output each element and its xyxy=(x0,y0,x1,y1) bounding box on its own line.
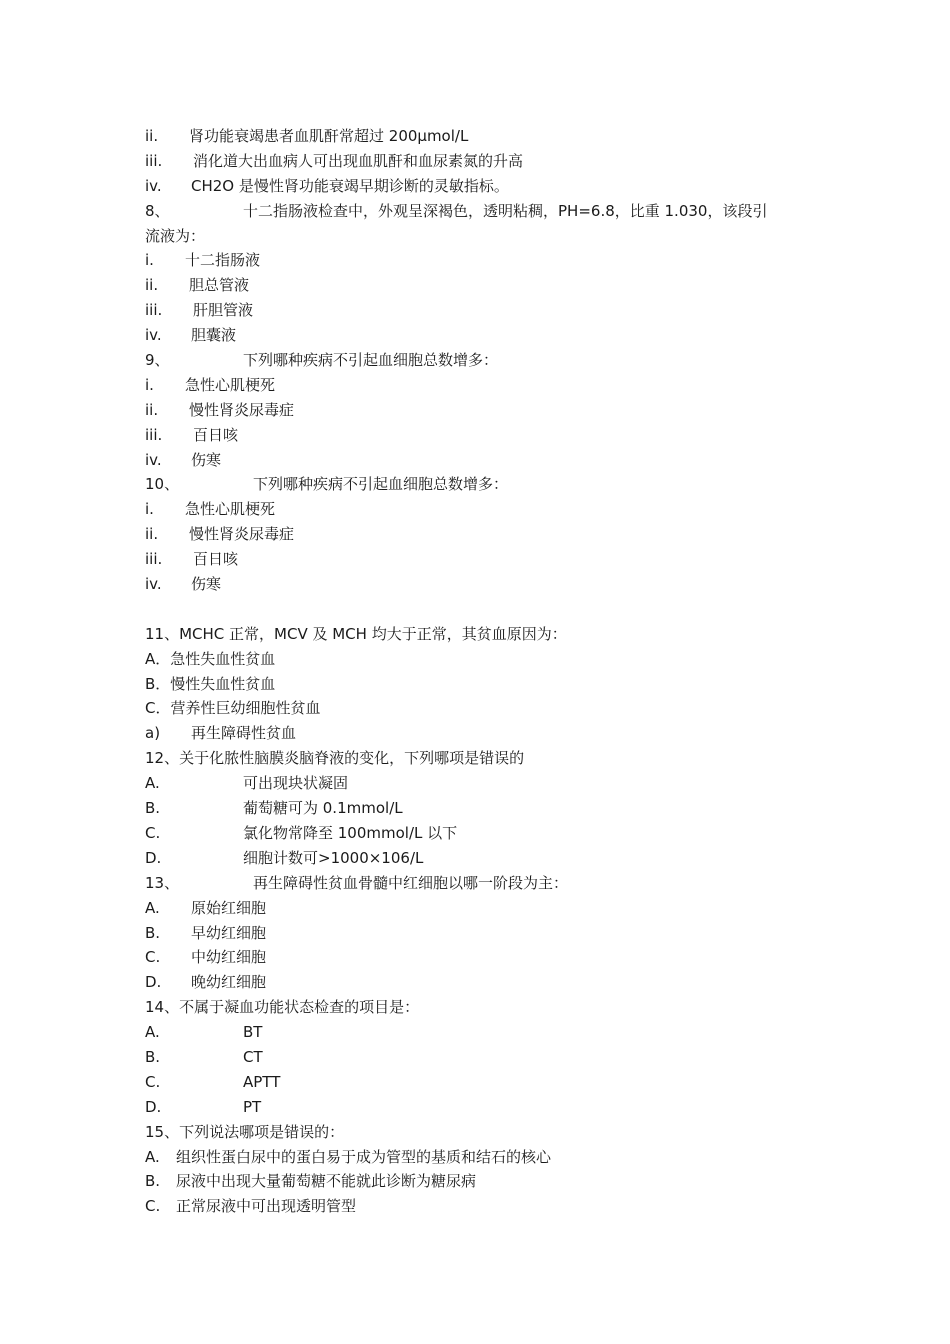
item-marker: i. xyxy=(145,500,154,519)
option-line xyxy=(145,124,825,149)
item-text: 流液为： xyxy=(145,226,206,245)
item-text: 肾功能衰竭患者血肌酐常超过 200μmol/L xyxy=(189,127,469,145)
option-line xyxy=(145,970,825,995)
option-line xyxy=(145,497,825,522)
item-marker: 10、 xyxy=(145,475,180,494)
item-text: B．慢性失血性贫血 xyxy=(145,674,276,693)
item-text: 慢性肾炎尿毒症 xyxy=(189,525,295,544)
text-line xyxy=(145,622,825,647)
item-text: A．急性失血性贫血 xyxy=(145,649,276,668)
option-line xyxy=(145,1145,825,1170)
item-marker: iii. xyxy=(145,425,163,444)
option-line xyxy=(145,796,825,821)
option-line xyxy=(145,273,825,298)
item-marker: iv. xyxy=(145,450,162,469)
item-text: PT xyxy=(243,1097,262,1116)
option-line xyxy=(145,398,825,423)
item-marker: A. xyxy=(145,898,160,917)
item-text: 十二指肠液检查中，外观呈深褐色，透明粘稠，PH=6.8，比重 1.030，该段引 xyxy=(243,201,768,220)
item-marker: 8、 xyxy=(145,201,170,220)
document-body xyxy=(145,124,825,1219)
item-text: 15、下列说法哪项是错误的： xyxy=(145,1122,345,1141)
text-line xyxy=(145,995,825,1020)
item-text: 慢性肾炎尿毒症 xyxy=(189,400,295,419)
item-marker: C. xyxy=(145,948,161,967)
item-marker: i. xyxy=(145,375,154,394)
option-line xyxy=(145,945,825,970)
item-text: 胆囊液 xyxy=(191,326,237,345)
item-text: 胆总管液 xyxy=(189,276,250,295)
text-line xyxy=(145,224,825,249)
item-text: APTT xyxy=(243,1072,281,1091)
option-line xyxy=(145,448,825,473)
option-line xyxy=(145,771,825,796)
item-text: 伤寒 xyxy=(191,575,222,594)
option-line xyxy=(145,149,825,174)
item-marker: A. xyxy=(145,774,160,793)
item-marker: iv. xyxy=(145,176,162,195)
item-text: 急性心肌梗死 xyxy=(185,500,276,519)
option-line xyxy=(145,821,825,846)
item-text: 细胞计数可>1000×106/L xyxy=(243,848,424,867)
item-text: 晚幼红细胞 xyxy=(191,973,267,992)
question-line xyxy=(145,348,825,373)
option-line xyxy=(145,1169,825,1194)
text-line xyxy=(145,1120,825,1145)
item-marker: iv. xyxy=(145,326,162,345)
item-marker: D. xyxy=(145,973,162,992)
item-text: 消化道大出血病人可出现血肌酐和血尿素氮的升高 xyxy=(193,151,524,170)
option-line xyxy=(145,323,825,348)
option-line xyxy=(145,423,825,448)
item-text: 组织性蛋白尿中的蛋白易于成为管型的基质和结石的核心 xyxy=(176,1147,552,1166)
item-marker: iv. xyxy=(145,575,162,594)
item-text: 伤寒 xyxy=(191,450,222,469)
item-marker: D. xyxy=(145,1097,162,1116)
item-marker: ii. xyxy=(145,525,159,544)
item-marker: iii. xyxy=(145,151,163,170)
text-line xyxy=(145,647,825,672)
item-marker: C. xyxy=(145,823,161,842)
item-marker: B. xyxy=(145,1172,161,1191)
item-text: 十二指肠液 xyxy=(185,251,261,270)
item-text: 肝胆管液 xyxy=(193,301,254,320)
item-text: 急性心肌梗死 xyxy=(185,375,276,394)
item-text: 下列哪种疾病不引起血细胞总数增多： xyxy=(253,475,509,494)
item-marker: ii. xyxy=(145,276,159,295)
option-line xyxy=(145,921,825,946)
item-text: 氯化物常降至 100mmol/L 以下 xyxy=(243,823,458,842)
option-line xyxy=(145,373,825,398)
blank-line xyxy=(145,597,825,622)
option-line xyxy=(145,174,825,199)
item-text: 早幼红细胞 xyxy=(191,923,267,942)
text-line xyxy=(145,672,825,697)
item-marker: C. xyxy=(145,1197,161,1216)
item-marker: ii. xyxy=(145,400,159,419)
item-text: 12、关于化脓性脑膜炎脑脊液的变化，下列哪项是错误的 xyxy=(145,749,525,768)
option-line xyxy=(145,572,825,597)
item-text: 下列哪种疾病不引起血细胞总数增多： xyxy=(243,351,499,370)
option-line xyxy=(145,846,825,871)
option-line xyxy=(145,547,825,572)
item-marker: B. xyxy=(145,923,161,942)
item-text: 再生障碍性贫血 xyxy=(191,724,297,743)
item-marker: C. xyxy=(145,1072,161,1091)
item-text: CH2O 是慢性肾功能衰竭早期诊断的灵敏指标。 xyxy=(191,176,509,195)
text-line xyxy=(145,746,825,771)
option-line xyxy=(145,298,825,323)
option-line xyxy=(145,1020,825,1045)
item-marker: D. xyxy=(145,848,162,867)
item-text: 14、不属于凝血功能状态检查的项目是： xyxy=(145,998,420,1017)
item-text: CT xyxy=(243,1047,263,1066)
item-text: 再生障碍性贫血骨髓中红细胞以哪一阶段为主： xyxy=(253,873,569,892)
item-text: C．营养性巨幼细胞性贫血 xyxy=(145,699,321,718)
item-marker: 9、 xyxy=(145,351,170,370)
question-line xyxy=(145,472,825,497)
item-marker: i. xyxy=(145,251,154,270)
item-marker: 13、 xyxy=(145,873,180,892)
option-line xyxy=(145,1194,825,1219)
item-text: 葡萄糖可为 0.1mmol/L xyxy=(243,799,403,818)
item-text: 原始红细胞 xyxy=(191,898,267,917)
item-marker: B. xyxy=(145,799,161,818)
option-line xyxy=(145,522,825,547)
option-line xyxy=(145,721,825,746)
question-line xyxy=(145,199,825,224)
item-marker: iii. xyxy=(145,301,163,320)
item-marker: a) xyxy=(145,724,161,743)
item-marker: ii. xyxy=(145,127,159,145)
option-line xyxy=(145,248,825,273)
option-line xyxy=(145,1095,825,1120)
item-marker: A. xyxy=(145,1147,160,1166)
item-text: 尿液中出现大量葡萄糖不能就此诊断为糖尿病 xyxy=(176,1172,477,1191)
option-line xyxy=(145,896,825,921)
item-text: 可出现块状凝固 xyxy=(243,774,349,793)
item-text: 百日咳 xyxy=(193,550,239,569)
item-text: 正常尿液中可出现透明管型 xyxy=(176,1197,357,1216)
option-line xyxy=(145,1070,825,1095)
item-text: 11、MCHC 正常，MCV 及 MCH 均大于正常，其贫血原因为： xyxy=(145,624,567,643)
item-text: 百日咳 xyxy=(193,425,239,444)
text-line xyxy=(145,696,825,721)
item-text: BT xyxy=(243,1023,263,1042)
question-line xyxy=(145,871,825,896)
item-marker: A. xyxy=(145,1023,160,1042)
option-line xyxy=(145,1045,825,1070)
item-marker: B. xyxy=(145,1047,161,1066)
item-text: 中幼红细胞 xyxy=(191,948,267,967)
item-marker: iii. xyxy=(145,550,163,569)
